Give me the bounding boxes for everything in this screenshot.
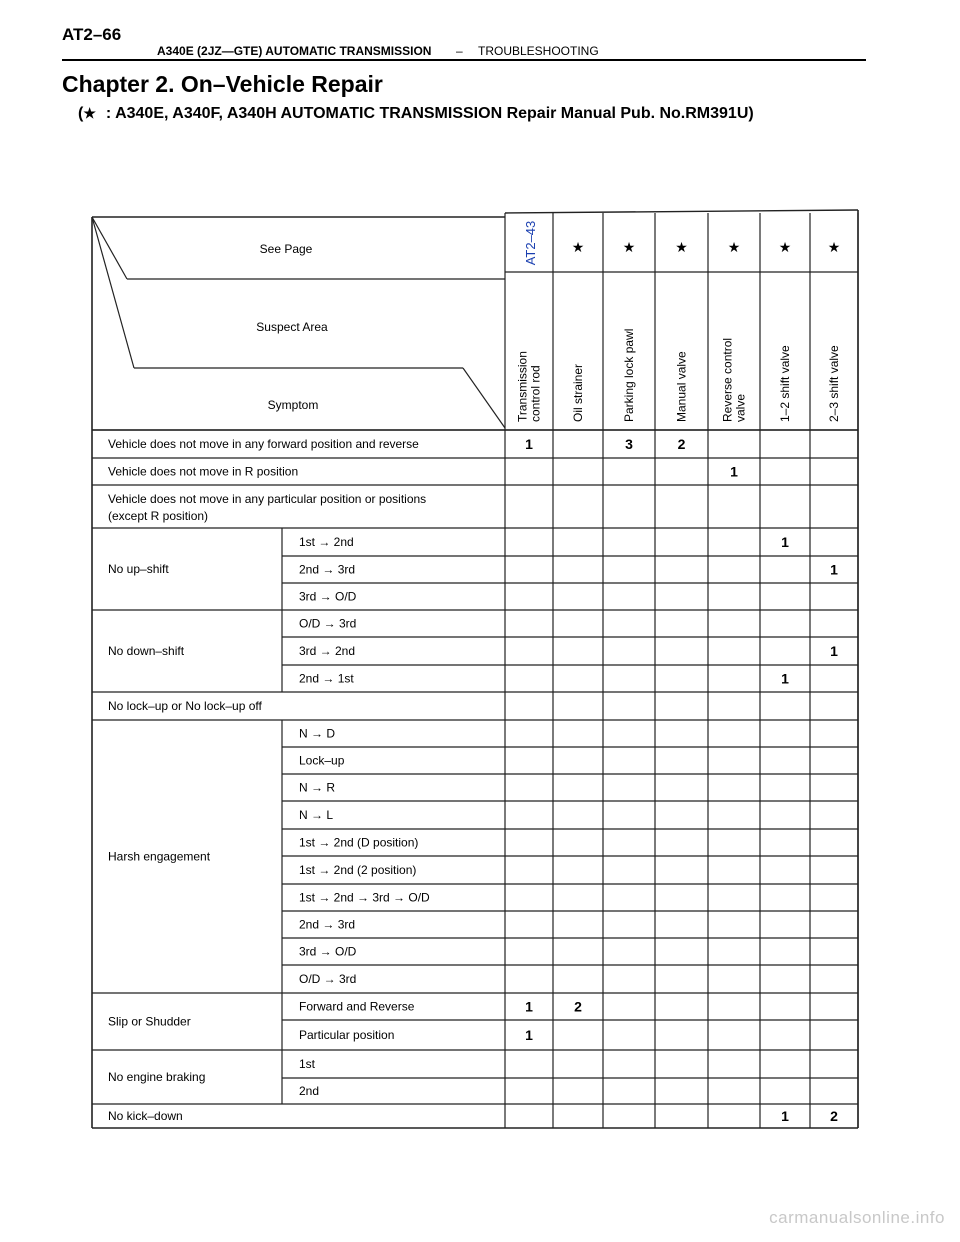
star-icon: ★	[827, 239, 841, 255]
symptom-group-line2: (except R position)	[108, 509, 209, 523]
see-page-ref: AT2–43	[523, 220, 538, 266]
sub-symptom: 1st	[299, 1057, 316, 1071]
sub-symptom: O/D → 3rd	[299, 972, 357, 986]
symptom-group: No down–shift	[108, 644, 185, 658]
suspect-area-column: Reverse control	[720, 337, 735, 422]
suspect-area-column: control rod	[528, 365, 543, 422]
priority-mark: 1	[525, 998, 533, 1015]
sub-symptom: 2nd → 3rd	[299, 562, 356, 577]
star-icon: ★	[83, 105, 96, 121]
star-icon: ★	[571, 239, 585, 255]
priority-mark: 3	[625, 436, 633, 452]
sub-symptom: 3rd → O/D	[299, 944, 357, 959]
priority-mark: 1	[525, 436, 533, 452]
symptom-group: Vehicle does not move in any particular position or positions	[108, 492, 427, 506]
sub-symptom: N → L	[299, 808, 334, 822]
note-text: : A340E, A340F, A340H AUTOMATIC TRANSMISSION Repair Manual Pub. No.RM391U)	[105, 105, 754, 122]
symptom-group: No up–shift	[108, 562, 169, 576]
sub-symptom: 2nd → 1st	[299, 671, 354, 686]
star-icon: ★	[675, 239, 688, 255]
page-number: AT2–66	[62, 25, 122, 44]
section-title: A340E (2JZ—GTE) AUTOMATIC TRANSMISSION	[157, 44, 432, 58]
symptom-label: Symptom	[267, 398, 319, 412]
sub-symptom: 3rd → O/D	[299, 589, 357, 604]
suspect-area-column: 1–2 shift valve	[778, 345, 792, 422]
header-separator: –	[456, 44, 463, 58]
star-icon: ★	[778, 239, 792, 255]
star-icon: ★	[727, 239, 741, 255]
corner-diagonal-lower	[92, 217, 134, 368]
subsection-title: TROUBLESHOOTING	[478, 44, 599, 58]
sub-symptom: 1st → 2nd (2 position)	[299, 863, 417, 877]
suspect-area-label: Suspect Area	[256, 320, 328, 334]
sub-symptom: 1st → 2nd → 3rd → O/D	[299, 890, 430, 905]
sub-symptom: Forward and Reverse	[299, 999, 415, 1014]
sub-symptom: O/D → 3rd	[299, 616, 357, 631]
symptom-group: Vehicle does not move in any forward position and reverse	[108, 437, 419, 451]
suspect-area-column: valve	[733, 393, 748, 422]
sub-symptom: Lock–up	[299, 753, 345, 768]
sub-symptom: 1st → 2nd	[299, 535, 354, 549]
priority-mark: 2	[574, 998, 582, 1015]
star-icon: ★	[622, 239, 636, 255]
corner-diagonal-right	[463, 368, 505, 428]
sub-symptom: 2nd → 3rd	[299, 917, 356, 932]
sub-symptom: 1st → 2nd (D position)	[299, 835, 419, 850]
corner-diagonal-upper	[92, 217, 127, 279]
priority-mark: 1	[830, 561, 838, 578]
priority-mark: 1	[781, 1108, 789, 1124]
suspect-area-column: Parking lock pawl	[622, 328, 636, 422]
suspect-area-column: Transmission	[515, 351, 530, 422]
priority-mark: 1	[781, 534, 789, 550]
symptom-group: No lock–up or No lock–up off	[108, 699, 262, 713]
sub-symptom: 2nd	[299, 1084, 320, 1098]
watermark: carmanualsonline.info	[769, 1208, 945, 1227]
sub-symptom: Particular position	[299, 1028, 395, 1042]
priority-mark: 2	[677, 436, 686, 452]
symptom-group: Slip or Shudder	[108, 1014, 191, 1029]
symptom-group: Harsh engagement	[108, 849, 211, 864]
see-page-label: See Page	[259, 242, 313, 256]
suspect-area-column: Manual valve	[674, 351, 689, 422]
priority-mark: 1	[830, 643, 838, 659]
sub-symptom: N → D	[299, 726, 335, 741]
chapter-title: Chapter 2. On–Vehicle Repair	[62, 71, 383, 97]
priority-mark: 1	[781, 670, 789, 687]
priority-mark: 1	[730, 463, 738, 480]
suspect-area-column: Oil strainer	[571, 363, 585, 422]
header-top-border	[505, 210, 858, 213]
symptom-group: Vehicle does not move in R position	[108, 464, 299, 479]
priority-mark: 1	[525, 1027, 533, 1043]
priority-mark: 2	[830, 1108, 838, 1124]
suspect-area-column: 2–3 shift valve	[827, 345, 841, 422]
symptom-group: No kick–down	[108, 1109, 183, 1123]
sub-symptom: N → R	[299, 780, 335, 795]
symptom-group: No engine braking	[108, 1070, 206, 1084]
note-open-paren: (	[78, 105, 84, 122]
sub-symptom: 3rd → 2nd	[299, 644, 356, 658]
